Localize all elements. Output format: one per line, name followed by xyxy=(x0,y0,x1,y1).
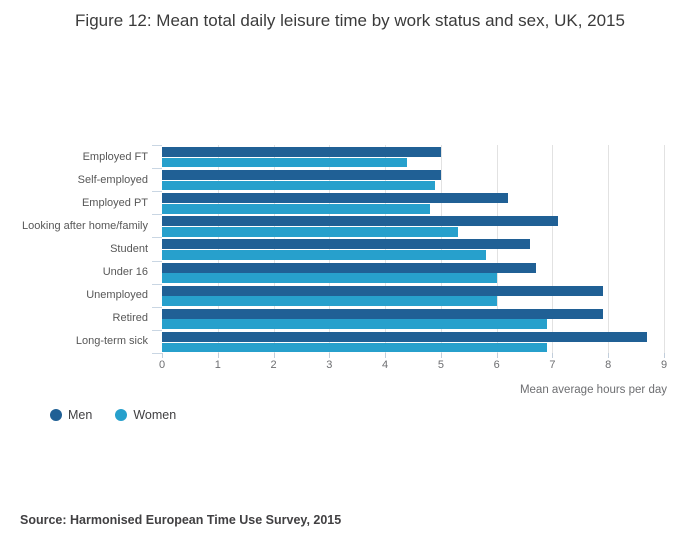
x-axis-tick xyxy=(162,353,163,358)
y-axis-boundary-tick xyxy=(152,237,162,238)
category-label: Unemployed xyxy=(86,289,148,302)
plot-area xyxy=(162,145,665,353)
bar-men-2[interactable] xyxy=(162,193,508,203)
x-axis-tick-label: 5 xyxy=(437,359,444,371)
bar-men-4[interactable] xyxy=(162,239,530,249)
legend-label-women: Women xyxy=(133,408,177,422)
category-label: Employed FT xyxy=(82,150,148,163)
x-axis-tick xyxy=(552,353,553,358)
bar-men-8[interactable] xyxy=(162,332,647,342)
y-axis-boundary-tick xyxy=(152,353,162,354)
y-axis-boundary-tick xyxy=(152,145,162,146)
category-label: Employed PT xyxy=(81,196,148,209)
x-axis-tick-label: 6 xyxy=(493,359,500,371)
bar-women-5[interactable] xyxy=(162,273,497,283)
category-label: Retired xyxy=(112,312,148,325)
x-axis-tick-label: 0 xyxy=(158,359,166,371)
category-label: Long-term sick xyxy=(75,335,148,348)
category-row xyxy=(162,284,665,307)
y-axis-boundary-tick xyxy=(152,191,162,192)
x-axis-tick-label: 4 xyxy=(382,359,389,371)
bar-men-6[interactable] xyxy=(162,286,603,296)
bar-women-0[interactable] xyxy=(162,158,407,168)
legend-label-men: Men xyxy=(68,408,93,422)
y-axis-boundary-tick xyxy=(152,330,162,331)
x-axis-tick xyxy=(497,353,498,358)
category-label: Student xyxy=(110,243,148,255)
x-axis-tick xyxy=(218,353,219,358)
legend-item-men[interactable] xyxy=(50,408,92,422)
x-axis-tick-labels xyxy=(0,359,700,373)
y-axis-boundary-tick xyxy=(152,284,162,285)
bar-women-4[interactable] xyxy=(162,250,486,260)
bar-women-7[interactable] xyxy=(162,319,547,329)
category-row xyxy=(162,307,665,330)
x-axis-tick-label: 8 xyxy=(605,359,612,371)
x-axis-tick xyxy=(664,353,665,358)
y-axis-boundary-tick xyxy=(152,307,162,308)
y-axis-boundary-tick xyxy=(152,214,162,215)
x-axis-tick xyxy=(274,353,275,358)
bar-men-1[interactable] xyxy=(162,170,441,180)
bar-women-6[interactable] xyxy=(162,296,497,306)
x-axis-tick-label: 2 xyxy=(270,359,277,371)
x-axis-tick-label: 3 xyxy=(326,359,333,371)
bar-women-2[interactable] xyxy=(162,204,430,214)
legend xyxy=(50,407,176,423)
bar-men-0[interactable] xyxy=(162,147,441,157)
x-axis-tick xyxy=(385,353,386,358)
x-axis-title: Mean average hours per day xyxy=(519,384,667,396)
y-axis-boundary-tick xyxy=(152,261,162,262)
category-label: Looking after home/family xyxy=(22,219,148,232)
category-row xyxy=(162,261,665,284)
category-row xyxy=(162,237,665,260)
legend-item-women[interactable] xyxy=(115,408,176,422)
bar-women-3[interactable] xyxy=(162,227,458,237)
y-axis-boundary-tick xyxy=(152,168,162,169)
x-axis-tick-label: 7 xyxy=(549,359,556,371)
category-label: Self-employed xyxy=(77,173,148,186)
bar-men-7[interactable] xyxy=(162,309,603,319)
bar-men-5[interactable] xyxy=(162,263,536,273)
x-axis-tick xyxy=(329,353,330,358)
bar-men-3[interactable] xyxy=(162,216,558,226)
men-series-dot-icon xyxy=(50,409,62,421)
bar-women-8[interactable] xyxy=(162,343,547,353)
x-axis-tick-label: 1 xyxy=(214,359,221,371)
category-label: Under 16 xyxy=(102,266,148,279)
category-row xyxy=(162,330,665,353)
chart-title: Figure 12: Mean total daily leisure time by work status and sex, UK, 2015 xyxy=(75,11,625,30)
category-axis-labels xyxy=(0,145,148,353)
category-row xyxy=(162,214,665,237)
x-axis-tick-label: 9 xyxy=(660,359,668,371)
category-row xyxy=(162,145,665,168)
x-axis-tick xyxy=(608,353,609,358)
bar-women-1[interactable] xyxy=(162,181,435,191)
category-row xyxy=(162,191,665,214)
category-row xyxy=(162,168,665,191)
source-note: Source: Harmonised European Time Use Survey, 2015 xyxy=(20,513,342,527)
x-axis-tick xyxy=(441,353,442,358)
women-series-dot-icon xyxy=(115,409,127,421)
